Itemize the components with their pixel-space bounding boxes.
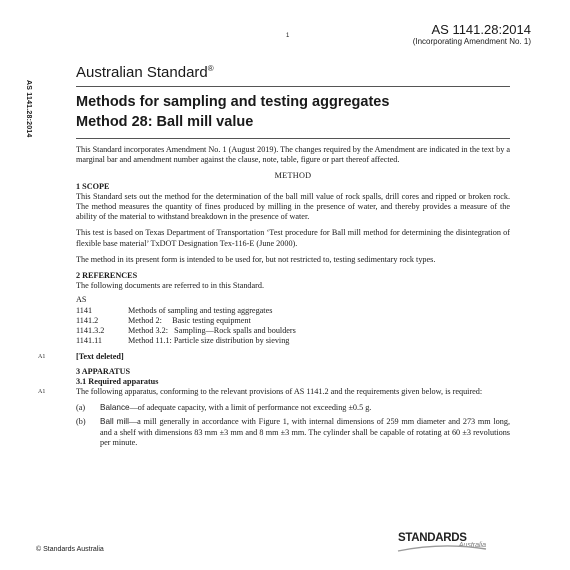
deleted-text-block	[38, 352, 510, 362]
reference-row	[76, 316, 510, 326]
brand-name: Australian Standard	[76, 64, 208, 81]
reference-row	[76, 326, 510, 336]
registered-mark: ®	[207, 64, 214, 73]
logo-subtext: Australia	[458, 542, 486, 549]
brand-title	[76, 64, 214, 81]
reference-title: Method 11.1: Particle size distribution by sieving	[128, 336, 290, 346]
copyright: © Standards Australia	[36, 546, 104, 553]
document-body	[38, 145, 510, 452]
reference-row	[76, 336, 510, 346]
amendment-marker: A1	[38, 389, 46, 396]
references-intro: The following documents are referred to in this Standard.	[76, 281, 265, 291]
scope-paragraph-3: The method in its present form is intended to be used for, but not restricted to, testing sedimentary rock types.	[76, 254, 436, 264]
reference-title: Methods of sampling and testing aggregates	[128, 305, 273, 315]
apparatus-intro: The following apparatus, conforming to the relevant provisions of AS 1141.2 and the requirements given below, is required:	[76, 387, 483, 397]
reference-code: 1141.11	[76, 336, 103, 346]
standard-number: AS 1141.28:2014	[431, 22, 531, 37]
list-term: Balance	[100, 403, 130, 413]
apparatus-heading: 3 APPARATUS	[76, 366, 131, 376]
reference-code: 1141.3.2	[76, 326, 105, 336]
side-standard-number: AS 1141.28:2014	[25, 80, 32, 138]
scope-heading: 1 SCOPE	[76, 181, 110, 191]
list-description: —of adequate capacity, with a limit of performance not exceeding ±0.5 g.	[129, 403, 372, 413]
apparatus-intro-block	[38, 387, 510, 397]
amendment-marker: A1	[38, 354, 46, 361]
apparatus-subheading: 3.1 Required apparatus	[76, 376, 159, 386]
logo-text: STANDARDS	[398, 532, 467, 544]
scope-paragraph-2: This test is based on Texas Department of Transportation ‘Test procedure for Ball mill method for determining the disintegration of flexible base material’ TxDOT Designation Tex-116-E (June 2000).	[76, 228, 510, 248]
title-line-2: Method 28: Ball mill value	[76, 114, 254, 130]
reference-code: 1141.2	[76, 315, 99, 325]
reference-code: 1141	[76, 305, 93, 315]
list-item	[76, 403, 510, 413]
reference-title: Method 2: Basic testing equipment	[128, 315, 251, 325]
divider	[76, 138, 510, 139]
title-line-1: Methods for sampling and testing aggregates	[76, 94, 390, 110]
list-text	[100, 417, 510, 448]
list-letter: (a)	[76, 403, 86, 413]
amendment-text: This Standard incorporates Amendment No. 1 (August 2019). The changes required by the Amendment are indicated in the text by a marginal bar and amendment number against the clause, note, table, figure or part thereof affected.	[76, 145, 510, 165]
references-list	[76, 295, 510, 346]
amendment-label: (Incorporating Amendment No. 1)	[412, 37, 531, 46]
standards-australia-logo	[398, 532, 486, 558]
reference-group: AS	[76, 295, 87, 305]
header-block	[413, 22, 531, 47]
references-heading: 2 REFERENCES	[76, 271, 138, 281]
list-item	[76, 417, 510, 448]
document-title	[76, 92, 389, 132]
deleted-text: [Text deleted]	[76, 352, 124, 362]
list-text	[100, 403, 510, 413]
list-letter: (b)	[76, 417, 86, 427]
list-description: —a mill generally in accordance with Figure 1, with internal dimensions of 259 mm diameter and 273 mm long, and a shelf with dimensions 83 mm ±3 mm and 8 mm ±3 mm. The cylinder shall be capable of rotating at 60 ±3 revolutions per minute.	[100, 417, 510, 447]
scope-paragraph-1: This Standard sets out the method for the determination of the ball mill value of rock spalls, drill cores and ripped or broken rock. The method measures the quantity of fines produced by milling in the presence of water, and thereby provides a measure of the ability of the material to withstand breakdown in the presence of water.	[76, 191, 510, 222]
logo-swoosh-icon	[396, 544, 488, 554]
method-heading: METHOD	[274, 171, 312, 181]
list-term: Ball mill	[100, 417, 129, 427]
page-number: 1	[286, 33, 290, 39]
divider	[76, 86, 510, 87]
reference-row	[76, 306, 510, 316]
reference-title: Method 3.2: Sampling—Rock spalls and boulders	[128, 326, 296, 336]
